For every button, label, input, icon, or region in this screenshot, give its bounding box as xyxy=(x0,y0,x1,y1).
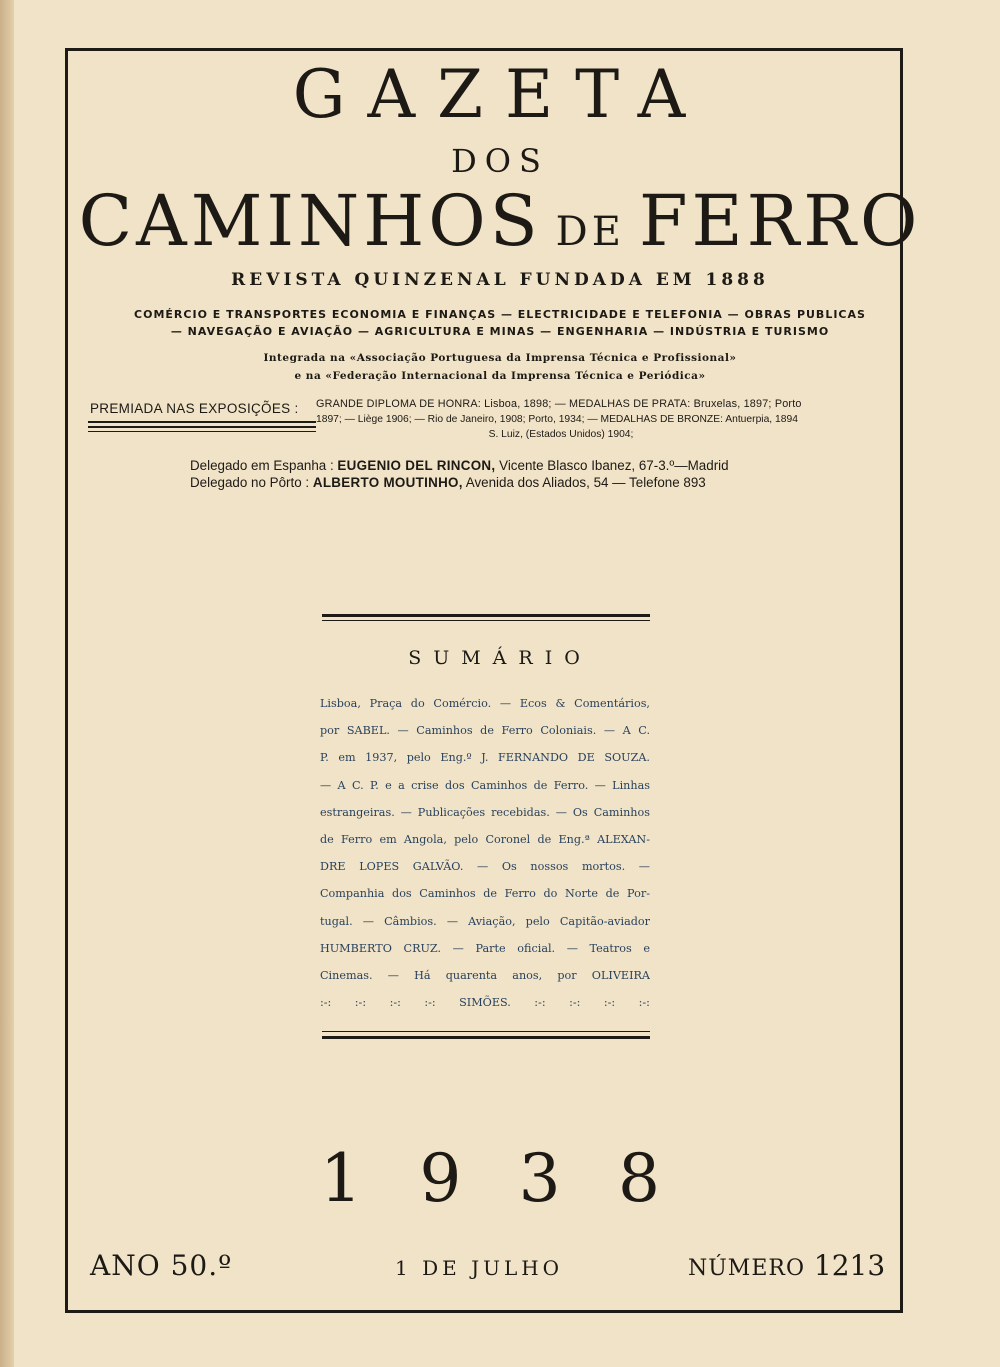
sumario-title: SUMÁRIO xyxy=(408,647,592,669)
topics-line-2: — NAVEGAÇÃO E AVIAÇÃO — AGRICULTURA E MINAS — ENGENHARIA — INDÚSTRIA E TURISMO xyxy=(170,325,830,338)
masthead-title: GAZETA xyxy=(292,56,708,133)
awards-line-3: S. Luiz, (Estados Unidos) 1904; xyxy=(488,429,634,440)
awards-label: PREMIADA NAS EXPOSIÇÕES : xyxy=(90,401,299,416)
topics-line-1: COMÉRCIO E TRANSPORTES ECONOMIA E FINANÇAS — ELECTRICIDADE E TELEFONIA — OBRAS PUBLICAS xyxy=(134,308,866,321)
ornament-mark: :-: xyxy=(638,996,650,1010)
delegate-porto-address: Avenida dos Aliados, 54 — Telefone 893 xyxy=(465,475,706,490)
footer-date: 1 DE JULHO xyxy=(395,1256,564,1280)
awards-rule xyxy=(88,431,316,432)
masthead-de: DE xyxy=(555,209,625,255)
year xyxy=(320,1140,660,1217)
sumario-line: tugal. — Câmbios. — Aviação, pelo Capitão-aviador xyxy=(320,914,650,928)
sumario-line: HUMBERTO CRUZ. — Parte oficial. — Teatros e xyxy=(320,941,650,955)
delegate-spain-name: EUGENIO DEL RINCON, xyxy=(337,458,496,473)
delegate-spain-label: Delegado em Espanha : xyxy=(190,458,334,473)
year-digit: 8 xyxy=(617,1140,660,1217)
sumario-bottom-rule xyxy=(322,1036,650,1039)
ornament-mark: :-: xyxy=(389,996,401,1010)
sumario-last-line xyxy=(320,989,650,1016)
year-digit: 3 xyxy=(518,1140,561,1217)
sumario-body xyxy=(320,690,650,1016)
awards-line-1: GRANDE DIPLOMA DE HONRA: Lisboa, 1898; — MEDALHAS DE PRATA: Bruxelas, 1897; Porto xyxy=(316,398,802,410)
sumario-last-name: SIMÕES. xyxy=(459,996,511,1010)
sumario-line: Companhia dos Caminhos de Ferro do Norte de Por- xyxy=(320,887,650,901)
sumario-line: Lisboa, Praça do Comércio. — Ecos & Comentários, xyxy=(320,697,650,710)
footer-numero xyxy=(688,1249,886,1282)
delegate-porto xyxy=(190,476,706,489)
delegate-porto-name: ALBERTO MOUTINHO, xyxy=(312,475,463,490)
ornament-mark: :-: xyxy=(424,996,436,1010)
delegate-spain xyxy=(190,459,729,472)
sumario-line: de Ferro em Angola, pelo Coronel de Eng.ª ALEXAN- xyxy=(320,833,650,847)
association-line-2: e na «Federação Internacional da Imprensa Técnica e Periódica» xyxy=(294,370,706,382)
ornament-mark: :-: xyxy=(603,996,616,1010)
ornament-mark: :-: xyxy=(320,996,332,1010)
masthead-caminhos-de-ferro xyxy=(0,180,1000,262)
sumario-line: P. em 1937, pelo Eng.º J. FERNANDO DE SOUZA. xyxy=(320,751,650,765)
year-digit: 1 xyxy=(320,1140,362,1217)
sumario-top-rule xyxy=(322,614,650,617)
masthead-dos: DOS xyxy=(451,142,549,180)
ornament-mark: :-: xyxy=(569,996,581,1010)
masthead-ferro: FERRO xyxy=(638,180,922,262)
footer-ano: ANO 50.º xyxy=(90,1249,233,1282)
ornament-mark: :-: xyxy=(534,996,546,1010)
awards-text xyxy=(316,397,886,442)
footer-numero-label: NÚMERO xyxy=(688,1256,805,1281)
sumario-top-rule xyxy=(322,620,650,621)
sumario-line: DRE LOPES GALVÃO. — Os nossos mortos. — xyxy=(320,860,650,874)
awards-line-2: 1897; — Liège 1906; — Rio de Janeiro, 1908; Porto, 1934; — MEDALHAS DE BRONZE: Antuerpia, 1894 xyxy=(316,414,798,425)
masthead-caminhos: CAMINHOS xyxy=(78,180,542,262)
sumario-line: estrangeiras. — Publicações recebidas. — Os Caminhos xyxy=(320,805,650,819)
association-line-1: Integrada na «Associação Portuguesa da Imprensa Técnica e Profissional» xyxy=(263,352,737,364)
footer-numero-value: 1213 xyxy=(813,1249,886,1282)
delegate-spain-address: Vicente Blasco Ibanez, 67-3.º—Madrid xyxy=(499,458,729,473)
ornament-mark: :-: xyxy=(354,996,367,1010)
awards-rule xyxy=(88,421,316,423)
delegate-porto-label: Delegado no Pôrto : xyxy=(190,475,310,490)
masthead-subtitle: REVISTA QUINZENAL FUNDADA EM 1888 xyxy=(231,270,769,290)
sumario-line: Cinemas. — Há quarenta anos, por OLIVEIRA xyxy=(320,969,650,983)
awards-rule xyxy=(88,426,316,428)
sumario-line: — A C. P. e a crise dos Caminhos de Ferro. — Linhas xyxy=(320,778,650,792)
sumario-line: por SABEL. — Caminhos de Ferro Coloniais. — A C. xyxy=(320,724,650,738)
sumario-bottom-rule xyxy=(322,1031,650,1032)
year-digit: 9 xyxy=(419,1140,462,1217)
